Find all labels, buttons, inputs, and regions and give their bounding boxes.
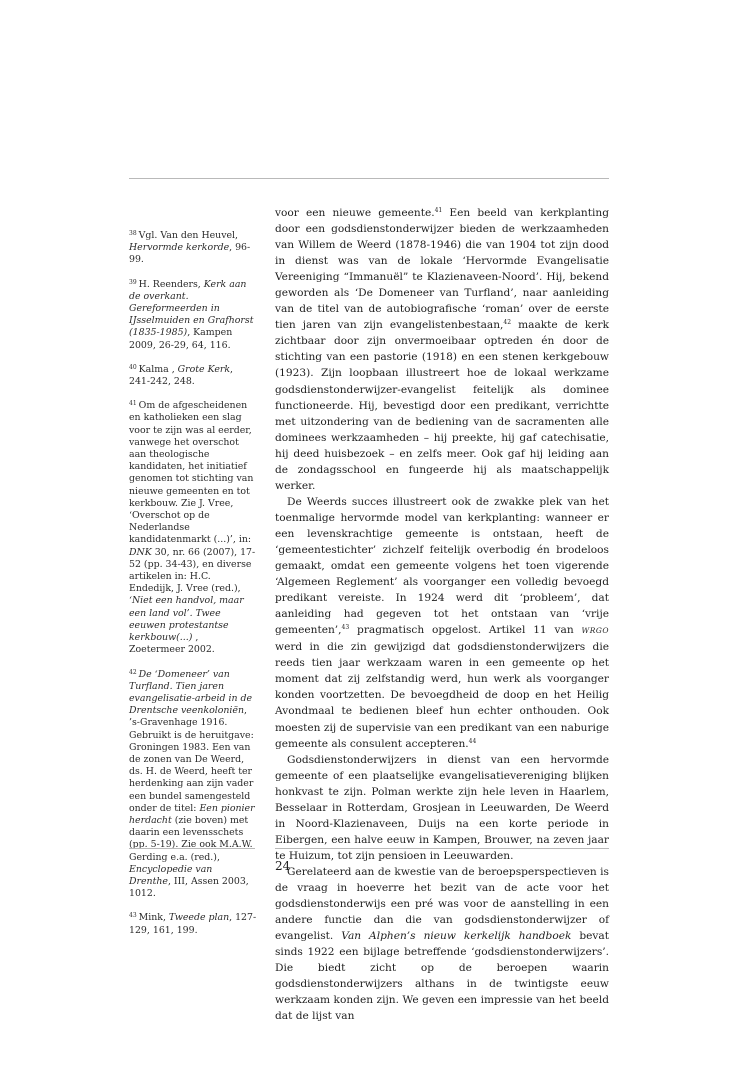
text-run: voor een nieuwe gemeente. [275, 207, 435, 219]
body-bottom-rule [275, 848, 609, 849]
footnote-number: 41 [129, 400, 137, 408]
text-run: De Weerds succes illustreert ook de zwakke plek van het toenmalige hervormde model van kerkplanting: wanneer er een levenskrachtige gemeente is ontstaan, heeft de ‘gemeentestichter’ zichzelf feitelijk overbodig én brodeloos gemaakt, omdat een gemeente volgens het toen vigerende ‘Algemeen Reglement’ als voorganger een volledig bevoegd predikant vereiste. In 1924 werd dit ‘probleem’, dat aanleiding had gegeven tot het ontstaan van ‘vrije gemeenten’, [275, 495, 609, 637]
footnote-number: 40 [129, 363, 137, 371]
footnote-column [129, 228, 257, 947]
footnote-reference: 41 [434, 207, 443, 214]
text-run: (zie boven) met daarin een levensschets (pp. 5-19). Zie ook M.A.W. Gerding e.a. (red.), [129, 814, 253, 863]
footnote-41 [129, 398, 257, 656]
italic-text: Grote Kerk [177, 363, 231, 375]
text-run: Gerelateerd aan de kwestie van de beroepsperspectieven is de vraag in hoeverre het bezit van de acte voor het godsdienstonderwijs een pré was voor de aanstelling in een andere functie dan die van godsdienstonderwijzer of evangelist. [275, 865, 609, 943]
paragraph [275, 864, 609, 1024]
footnote-bottom-rule [129, 848, 255, 849]
footnote-reference: 42 [503, 319, 512, 327]
footnote-number: 38 [129, 230, 137, 237]
footnote-reference: 43 [341, 624, 350, 632]
paragraph [275, 494, 609, 752]
text-run: H. Reenders, [138, 278, 204, 290]
footnote-42 [129, 667, 257, 901]
body-text [275, 205, 609, 1024]
text-run: 30, nr. 66 (2007), 17-52 (pp. 34-43), en diverse artikelen in: H.C. Endedijk, J. Vree (red.), [129, 546, 256, 595]
italic-text: Een pionier herdacht [129, 802, 255, 826]
footnote-43 [129, 910, 257, 936]
text-run: Mink, [138, 912, 169, 924]
text-run: pragmatisch opgelost. Artikel 11 van [349, 624, 582, 637]
footnote-reference: 44 [468, 737, 477, 745]
top-rule [129, 178, 609, 179]
text-run: , III, Assen 2003, 1012. [129, 875, 249, 900]
footnote-number: 42 [129, 668, 137, 676]
text-run: Kalma , [138, 363, 178, 375]
footnote-number: 43 [129, 912, 137, 920]
text-run: Vgl. Van den Heuvel, [138, 230, 239, 241]
text-run: , 241-242, 248. [129, 363, 234, 388]
text-run: maakte de kerk zichtbaar door zijn onvermoeibaar optreden én door de stichting van een pastorie (1918) en een stenen kerkgebouw (1923). Zijn loopbaan illustreert hoe de lokaal werkzame godsdienstonderwijzer-evangelist feitelijk als dominee functioneerde. Hij, bevestigd door een predikant, verrichtte met uitzondering van de bediening van de sacramenten alle dominees werkzaamheden – hij preekte, hij gaf catechisatie, hij deed huisbezoek – en zelfs meer. Ook gaf hij leiding aan de zondagsschool en fungeerde hij als maatschappelijk werker. [275, 319, 609, 492]
text-run: , Zoetermeer 2002. [129, 632, 215, 656]
text-run: , 127-129, 161, 199. [129, 912, 257, 936]
text-run: , Kampen 2009, 26-29, 64, 116. [129, 327, 233, 351]
text-run: bevat sinds 1922 een bijlage betreffende ‘godsdienstonderwijzers’. Die biedt zicht op de beroepen waarin godsdienstonderwijzers althans in de twintigste eeuw werkzaam konden zijn. We geven een impressie van het beeld dat de lijst van [275, 930, 609, 1023]
footnote-number: 39 [129, 278, 137, 286]
italic-text: Encyclopedie van Drenthe [129, 863, 213, 887]
page-number: 24 [275, 859, 291, 873]
footnote-38 [129, 228, 257, 267]
italic-text: Tweede plan [168, 912, 230, 924]
italic-text: Van Alphen’s nieuw kerkelijk handboek [341, 930, 572, 943]
footnote-40 [129, 362, 257, 388]
italic-text: De ‘Domeneer’ van Turfland. Tien jaren evangelisatie-arbeid in de Drentsche veenkoloniën [129, 668, 253, 717]
text-run: Een beeld van kerkplanting door een godsdienstonderwijzer bieden de werkzaamheden van Willem de Weerd (1878-1946) die van 1904 tot zijn dood in dienst was van de lokale ‘Hervormde Evangelisatie Vereeniging “Immanuël” te Klazienaveen-Noord’. Hij, bekend geworden als ‘De Domeneer van Turfland’, naar aanleiding van de titel van de autobiografische ‘roman’ over de eerste tien jaren van zijn evangelistenbestaan, [275, 207, 610, 332]
footnote-39 [129, 277, 257, 352]
text-run: Om de afgescheidenen en katholieken een slag voor te zijn was al eerder, vanwege het overschot aan theologische kandidaten, het initiatief genomen tot stichting van nieuwe gemeenten en tot kerkbouw. Zie J. Vree, ‘Overschot op de Nederlandse kandidatenmarkt (...)’, in: [129, 400, 254, 546]
italic-text: DNK [129, 546, 152, 558]
abbreviation: WRGO [581, 626, 609, 636]
text-run: werd in die zin gewijzigd dat godsdienstonderwijzers die reeds tien jaar werkzaam waren in een gemeente op het moment dat zij zelfstandig werd, hun werk als voorganger konden voortzetten. De bevoegdheid de doop en het Heilig Avondmaal te bedienen bleef hun echter onthouden. Ook moesten zij de supervisie van een predikant van een naburige gemeente als consulent accepteren. [275, 641, 609, 750]
italic-text: Kerk aan de overkant. Gereformeerden in IJsselmuiden en Grafhorst (1835-1985) [129, 278, 254, 339]
text-run: , 96-99. [129, 242, 251, 266]
italic-text: Hervormde kerkorde [129, 242, 230, 254]
text-run: , ’s-Gravenhage 1916. Gebruikt is de heruitgave: Groningen 1983. Een van de zonen van De Weerd, ds. H. de Weerd, heeft ter herdenking aan zijn vader een bundel samengesteld onder de titel: [129, 705, 254, 814]
italic-text: ‘Niet een handvol, maar een land vol’. Twee eeuwen protestantse kerkbouw(...) [129, 595, 244, 644]
paragraph [275, 205, 609, 494]
text-run: Godsdienstonderwijzers in dienst van een hervormde gemeente of een plaatselijke evangelisatievereniging blijken honkvast te zijn. Polman werkte zijn hele leven in Haarlem, Besselaar in Rotterdam, Grosjean in Leeuwarden, De Weerd in Noord-Klazienaveen, Duijs na een korte periode in Eibergen, een halve eeuw in Kampen, Brouwer, na zeven jaar te Huizum, tot zijn pensioen in Leeuwarden. [275, 753, 609, 862]
